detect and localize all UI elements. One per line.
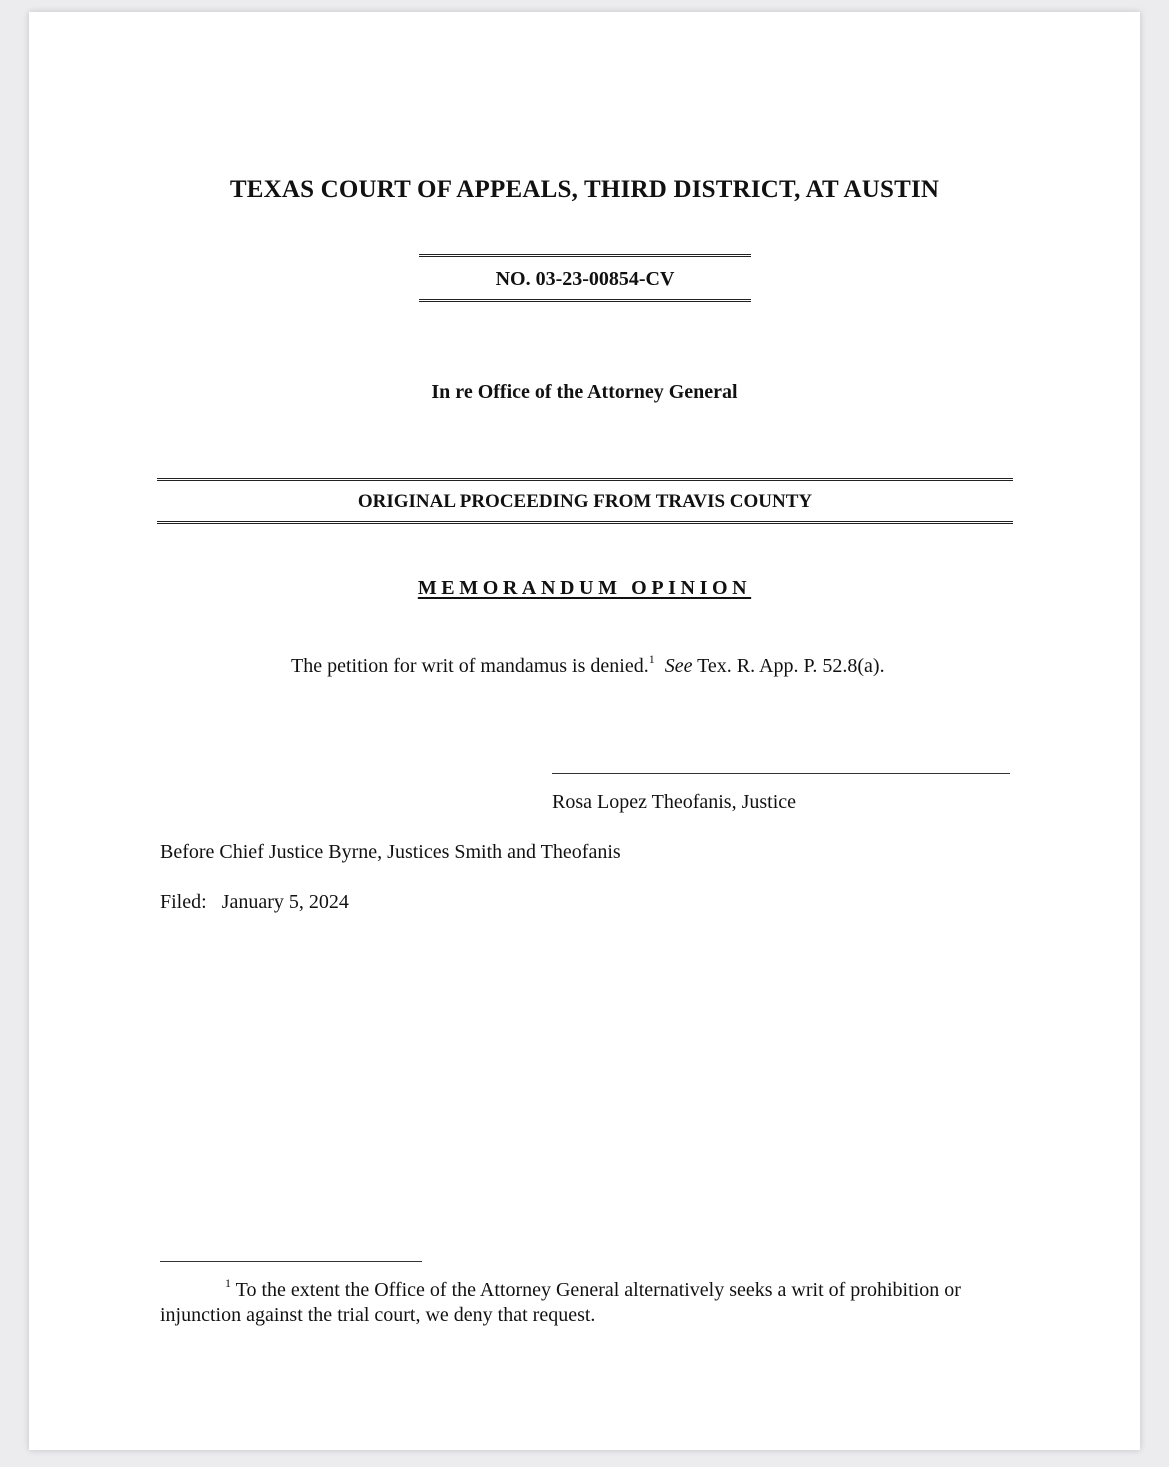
proceeding-caption: ORIGINAL PROCEEDING FROM TRAVIS COUNTY: [357, 491, 813, 512]
proceeding-top-rule: [157, 478, 1013, 481]
opinion-body-text: The petition for writ of mandamus is denied.: [291, 655, 649, 677]
court-title: TEXAS COURT OF APPEALS, THIRD DISTRICT, AT AUSTIN: [229, 176, 940, 203]
case-number-top-rule: [419, 254, 751, 257]
see-signal: See: [664, 655, 693, 677]
proceeding-bottom-rule: [157, 521, 1013, 524]
case-number: NO. 03-23-00854-CV: [495, 268, 675, 290]
opinion-heading: MEMORANDUM OPINION: [417, 577, 752, 599]
footnote-text: To the extent the Office of the Attorney General alternatively seeks a writ of prohibition or injunction against the trial court, we deny that request.: [160, 1279, 961, 1326]
footnote-separator: [160, 1261, 422, 1262]
panel-line: Before Chief Justice Byrne, Justices Smith and Theofanis: [160, 841, 621, 863]
filed-label: Filed:: [160, 891, 207, 913]
document-page: [29, 12, 1140, 1450]
party-caption: In re Office of the Attorney General: [431, 381, 738, 403]
filed-line: [160, 891, 349, 914]
signature-line: [552, 773, 1010, 774]
signature-name: Rosa Lopez Theofanis, Justice: [552, 791, 797, 813]
footnote-reference: 1: [648, 652, 655, 666]
opinion-body: [291, 652, 885, 678]
footnote-number: 1: [225, 1276, 231, 1290]
filed-date: January 5, 2024: [221, 891, 349, 913]
rule-citation: Tex. R. App. P. 52.8(a).: [697, 655, 885, 677]
case-number-bottom-rule: [419, 299, 751, 302]
footnote: [160, 1271, 1020, 1328]
